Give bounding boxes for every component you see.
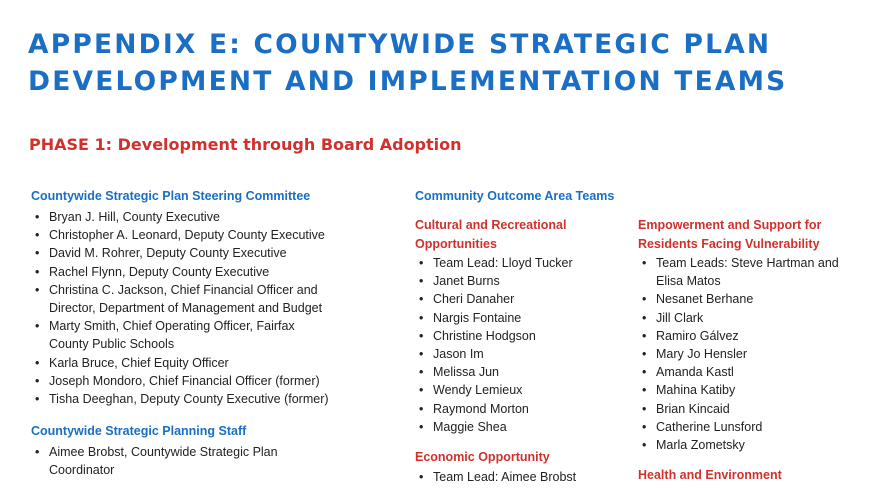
list-item: • Cheri Danaher bbox=[415, 290, 625, 308]
list-item: • Janet Burns bbox=[415, 272, 625, 290]
title-line-2: DEVELOPMENT AND IMPLEMENTATION TEAMS bbox=[28, 66, 788, 97]
middle-column bbox=[415, 187, 625, 486]
list-item: • Ramiro Gálvez bbox=[638, 327, 863, 345]
list-item: • Rachel Flynn, Deputy County Executive bbox=[31, 263, 361, 281]
planning-staff-list bbox=[31, 443, 361, 479]
outcome-teams-heading: Community Outcome Area Teams bbox=[415, 189, 615, 203]
economic-team-list bbox=[415, 468, 625, 486]
title-line-1: APPENDIX E: COUNTYWIDE STRATEGIC PLAN bbox=[28, 29, 772, 60]
list-item: • Bryan J. Hill, County Executive bbox=[31, 208, 361, 226]
cultural-team-heading: Cultural and Recreational Opportunities bbox=[415, 218, 567, 251]
list-item: • Jill Clark bbox=[638, 309, 863, 327]
list-item: • Catherine Lunsford bbox=[638, 418, 863, 436]
list-item: • Aimee Brobst, Countywide Strategic Plan Coordinator bbox=[31, 443, 309, 479]
empowerment-team-heading: Empowerment and Support for Residents Facing Vulnerability bbox=[638, 218, 822, 251]
economic-team-heading: Economic Opportunity bbox=[415, 450, 550, 465]
list-item: • Team Lead: Aimee Brobst bbox=[415, 468, 625, 486]
list-item: • Nargis Fontaine bbox=[415, 309, 625, 327]
empowerment-team-list bbox=[638, 254, 863, 454]
list-item: • Marty Smith, Chief Operating Officer, Fairfax County Public Schools bbox=[31, 317, 324, 353]
right-column bbox=[638, 216, 863, 486]
list-item: • David M. Rohrer, Deputy County Executive bbox=[31, 244, 361, 262]
list-item: • Raymond Morton bbox=[415, 400, 625, 418]
list-item: • Christopher A. Leonard, Deputy County Executive bbox=[31, 226, 361, 244]
steering-committee-list bbox=[31, 208, 361, 408]
list-item: • Mahina Katiby bbox=[638, 381, 863, 399]
list-item: • Christina C. Jackson, Chief Financial Officer and Director, Department of Management and Budget bbox=[31, 281, 339, 317]
list-item: • Mary Jo Hensler bbox=[638, 345, 863, 363]
list-item: • Wendy Lemieux bbox=[415, 381, 625, 399]
left-column bbox=[31, 187, 361, 480]
list-item: • Maggie Shea bbox=[415, 418, 625, 436]
steering-committee-heading: Countywide Strategic Plan Steering Committee bbox=[31, 189, 311, 203]
page-title bbox=[28, 26, 868, 100]
list-item: • Team Leads: Steve Hartman and Elisa Matos bbox=[638, 254, 846, 290]
list-item: • Nesanet Berhane bbox=[638, 290, 863, 308]
cultural-team-list bbox=[415, 254, 625, 436]
list-item: • Karla Bruce, Chief Equity Officer bbox=[31, 354, 361, 372]
health-team-heading: Health and Environment bbox=[638, 468, 782, 483]
list-item: • Joseph Mondoro, Chief Financial Officer (former) bbox=[31, 372, 361, 390]
list-item: • Amanda Kastl bbox=[638, 363, 863, 381]
phase-heading: PHASE 1: Development through Board Adoption bbox=[29, 135, 462, 154]
list-item: • Christine Hodgson bbox=[415, 327, 625, 345]
list-item: • Tisha Deeghan, Deputy County Executive (former) bbox=[31, 390, 361, 408]
list-item: • Melissa Jun bbox=[415, 363, 625, 381]
planning-staff-heading: Countywide Strategic Planning Staff bbox=[31, 424, 247, 439]
list-item: • Jason Im bbox=[415, 345, 625, 363]
list-item: • Team Lead: Lloyd Tucker bbox=[415, 254, 625, 272]
list-item: • Marla Zometsky bbox=[638, 436, 863, 454]
list-item: • Brian Kincaid bbox=[638, 400, 863, 418]
